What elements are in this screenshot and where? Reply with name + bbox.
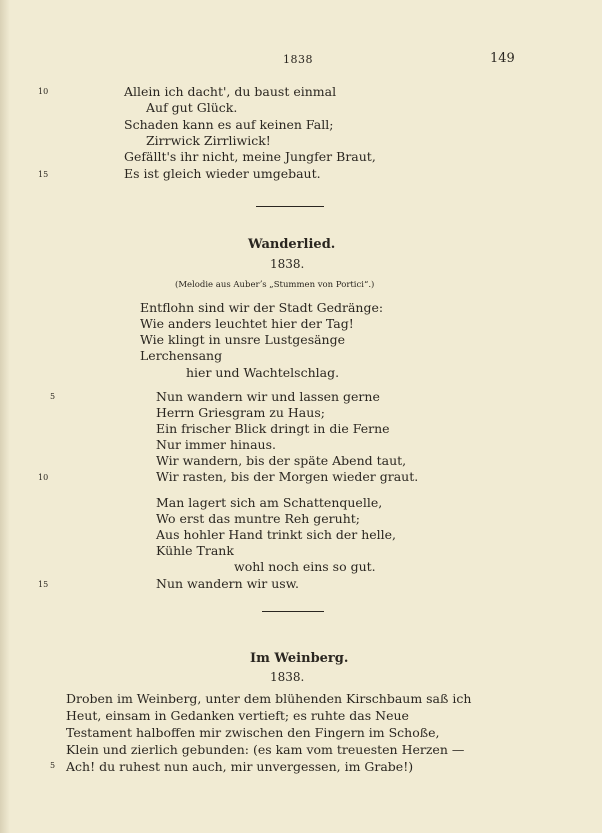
verse-line: Allein ich dacht', du baust einmal: [124, 84, 337, 99]
running-header-year: 1838: [283, 53, 313, 66]
prose-line: Klein und zierlich gebunden: (es kam vom treuesten Herzen —: [66, 742, 465, 757]
verse-line: Wir wandern, bis der späte Abend taut,: [156, 453, 407, 468]
gutter-shadow: [0, 0, 10, 833]
verse-line: Entflohn sind wir der Stadt Gedränge:: [140, 300, 384, 315]
line-number: 15: [38, 580, 49, 589]
verse-line: Nun wandern wir und lassen gerne: [156, 389, 380, 404]
verse-line: Zirrwick Zirrliwick!: [146, 133, 271, 148]
poem-title: Im Weinberg.: [250, 651, 349, 666]
verse-line: Nur immer hinaus.: [156, 437, 276, 452]
prose-line: Droben im Weinberg, unter dem blühenden Kirschbaum saß ich: [66, 691, 472, 706]
section-divider: [256, 206, 324, 207]
verse-line: Schaden kann es auf keinen Fall;: [124, 117, 334, 132]
line-number: 10: [38, 87, 49, 96]
melody-note: (Melodie aus Auberʼs „Stummen von Portici“.): [175, 280, 375, 290]
verse-line: Wir rasten, bis der Morgen wieder graut.: [156, 469, 419, 484]
verse-line: Nun wandern wir usw.: [156, 576, 299, 591]
verse-line: Herrn Griesgram zu Haus;: [156, 405, 325, 420]
line-number: 5: [50, 392, 56, 401]
verse-line: Gefällt's ihr nicht, meine Jungfer Braut,: [124, 149, 376, 164]
line-number: 5: [50, 761, 56, 770]
verse-line: Wie klingt in unsre Lustgesänge: [140, 332, 346, 347]
verse-line: Man lagert sich am Schattenquelle,: [156, 495, 383, 510]
verse-line: wohl noch eins so gut.: [234, 559, 376, 574]
verse-line: hier und Wachtelschlag.: [186, 365, 340, 380]
verse-line: Wie anders leuchtet hier der Tag!: [140, 316, 354, 331]
section-divider: [262, 611, 324, 612]
verse-line: Wo erst das muntre Reh geruht;: [156, 511, 360, 526]
poem-title: Wanderlied.: [248, 237, 336, 252]
prose-line: Heut, einsam in Gedanken vertieft; es ruhte das Neue: [66, 708, 409, 723]
verse-line: Kühle Trank: [156, 543, 234, 558]
verse-line: Auf gut Glück.: [146, 100, 238, 115]
verse-line: Aus hohler Hand trinkt sich der helle,: [156, 527, 397, 542]
prose-line: Ach! du ruhest nun auch, mir unvergessen, im Grabe!): [66, 759, 414, 774]
poem-year: 1838.: [270, 257, 305, 271]
line-number: 15: [38, 170, 49, 179]
verse-line: Lerchensang: [140, 348, 223, 363]
verse-line: Ein frischer Blick dringt in die Ferne: [156, 421, 390, 436]
prose-line: Testament halboffen mir zwischen den Fingern im Schoße,: [66, 725, 440, 740]
page-number: 149: [490, 51, 515, 66]
line-number: 10: [38, 473, 49, 482]
verse-line: Es ist gleich wieder umgebaut.: [124, 166, 321, 181]
poem-year: 1838.: [270, 670, 305, 684]
